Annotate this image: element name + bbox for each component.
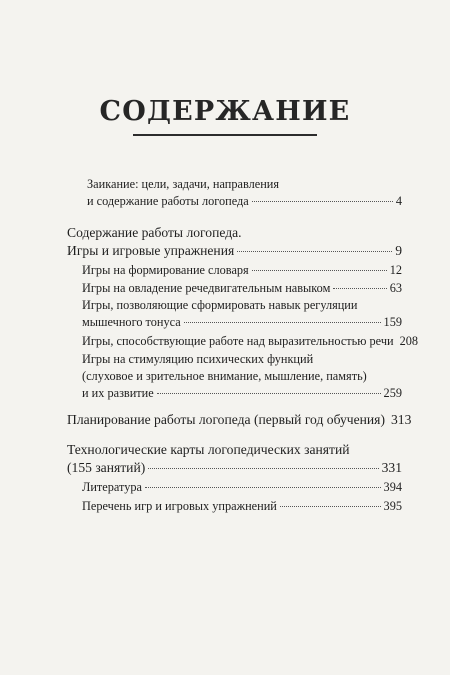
toc-entry-text: Технологические карты логопедических занятий [67, 442, 350, 457]
toc-entry [67, 411, 412, 429]
toc-entry [82, 280, 402, 297]
toc-page-number: 12 [389, 263, 402, 277]
toc-entry [82, 351, 402, 402]
dot-leader [157, 392, 381, 394]
toc-entry [67, 441, 402, 477]
toc-entry-text: Игры на овладение речедвигательным навыком [82, 281, 331, 295]
dot-leader [252, 269, 387, 271]
page-title: СОДЕРЖАНИЕ [99, 96, 351, 127]
dot-leader [184, 321, 381, 323]
toc-entry-text: Литература [82, 480, 143, 494]
dot-leader [148, 467, 378, 469]
toc-entry [82, 297, 402, 331]
toc-page-number: 259 [383, 386, 402, 400]
toc-entry-text: Игры, позволяющие сформировать навык регуляции [82, 298, 358, 312]
toc-entry [67, 224, 402, 260]
toc-entry-text: мышечного тонуса [82, 315, 181, 329]
toc-page-number: 9 [395, 243, 402, 258]
toc-page-number: 394 [383, 480, 402, 494]
toc-page-number: 313 [390, 412, 412, 427]
toc-entry [87, 176, 402, 210]
toc-entry [82, 262, 402, 279]
toc-page-number: 4 [395, 194, 402, 208]
toc-entry [82, 479, 402, 496]
dot-leader [237, 250, 392, 252]
toc-entry [82, 333, 419, 350]
toc-entry-text: Игры и игровые упражнения [67, 243, 235, 258]
toc-entry-text: Игры, способствующие работе над выразительностью речи [82, 334, 394, 348]
toc-page-number: 395 [383, 499, 402, 513]
toc-entry-text: Игры на стимуляцию психических функций [82, 352, 314, 366]
toc-page-number: 159 [383, 315, 402, 329]
toc-entry-text: Планирование работы логопеда (первый год обучения) [67, 412, 385, 427]
toc-entry-text: Игры на формирование словаря [82, 263, 249, 277]
toc-entry-text: (слуховое и зрительное внимание, мышление, память) [82, 369, 367, 383]
toc-entry-text: Содержание работы логопеда. [67, 225, 242, 240]
dot-leader [252, 200, 393, 202]
toc-page-number: 208 [399, 334, 419, 348]
toc-entry [82, 498, 402, 515]
toc-page-number: 63 [389, 281, 402, 295]
toc-entry-text: и содержание работы логопеда [87, 194, 249, 208]
toc-entry-text: Перечень игр и игровых упражнений [82, 499, 277, 513]
toc-page-number: 331 [381, 460, 402, 475]
dot-leader [333, 287, 386, 289]
toc-entry-text: (155 занятий) [67, 460, 146, 475]
toc-entry-text: и их развитие [82, 386, 154, 400]
dot-leader [280, 505, 381, 507]
toc-entry-text: Заикание: цели, задачи, направления [87, 177, 280, 191]
dot-leader [145, 486, 381, 488]
